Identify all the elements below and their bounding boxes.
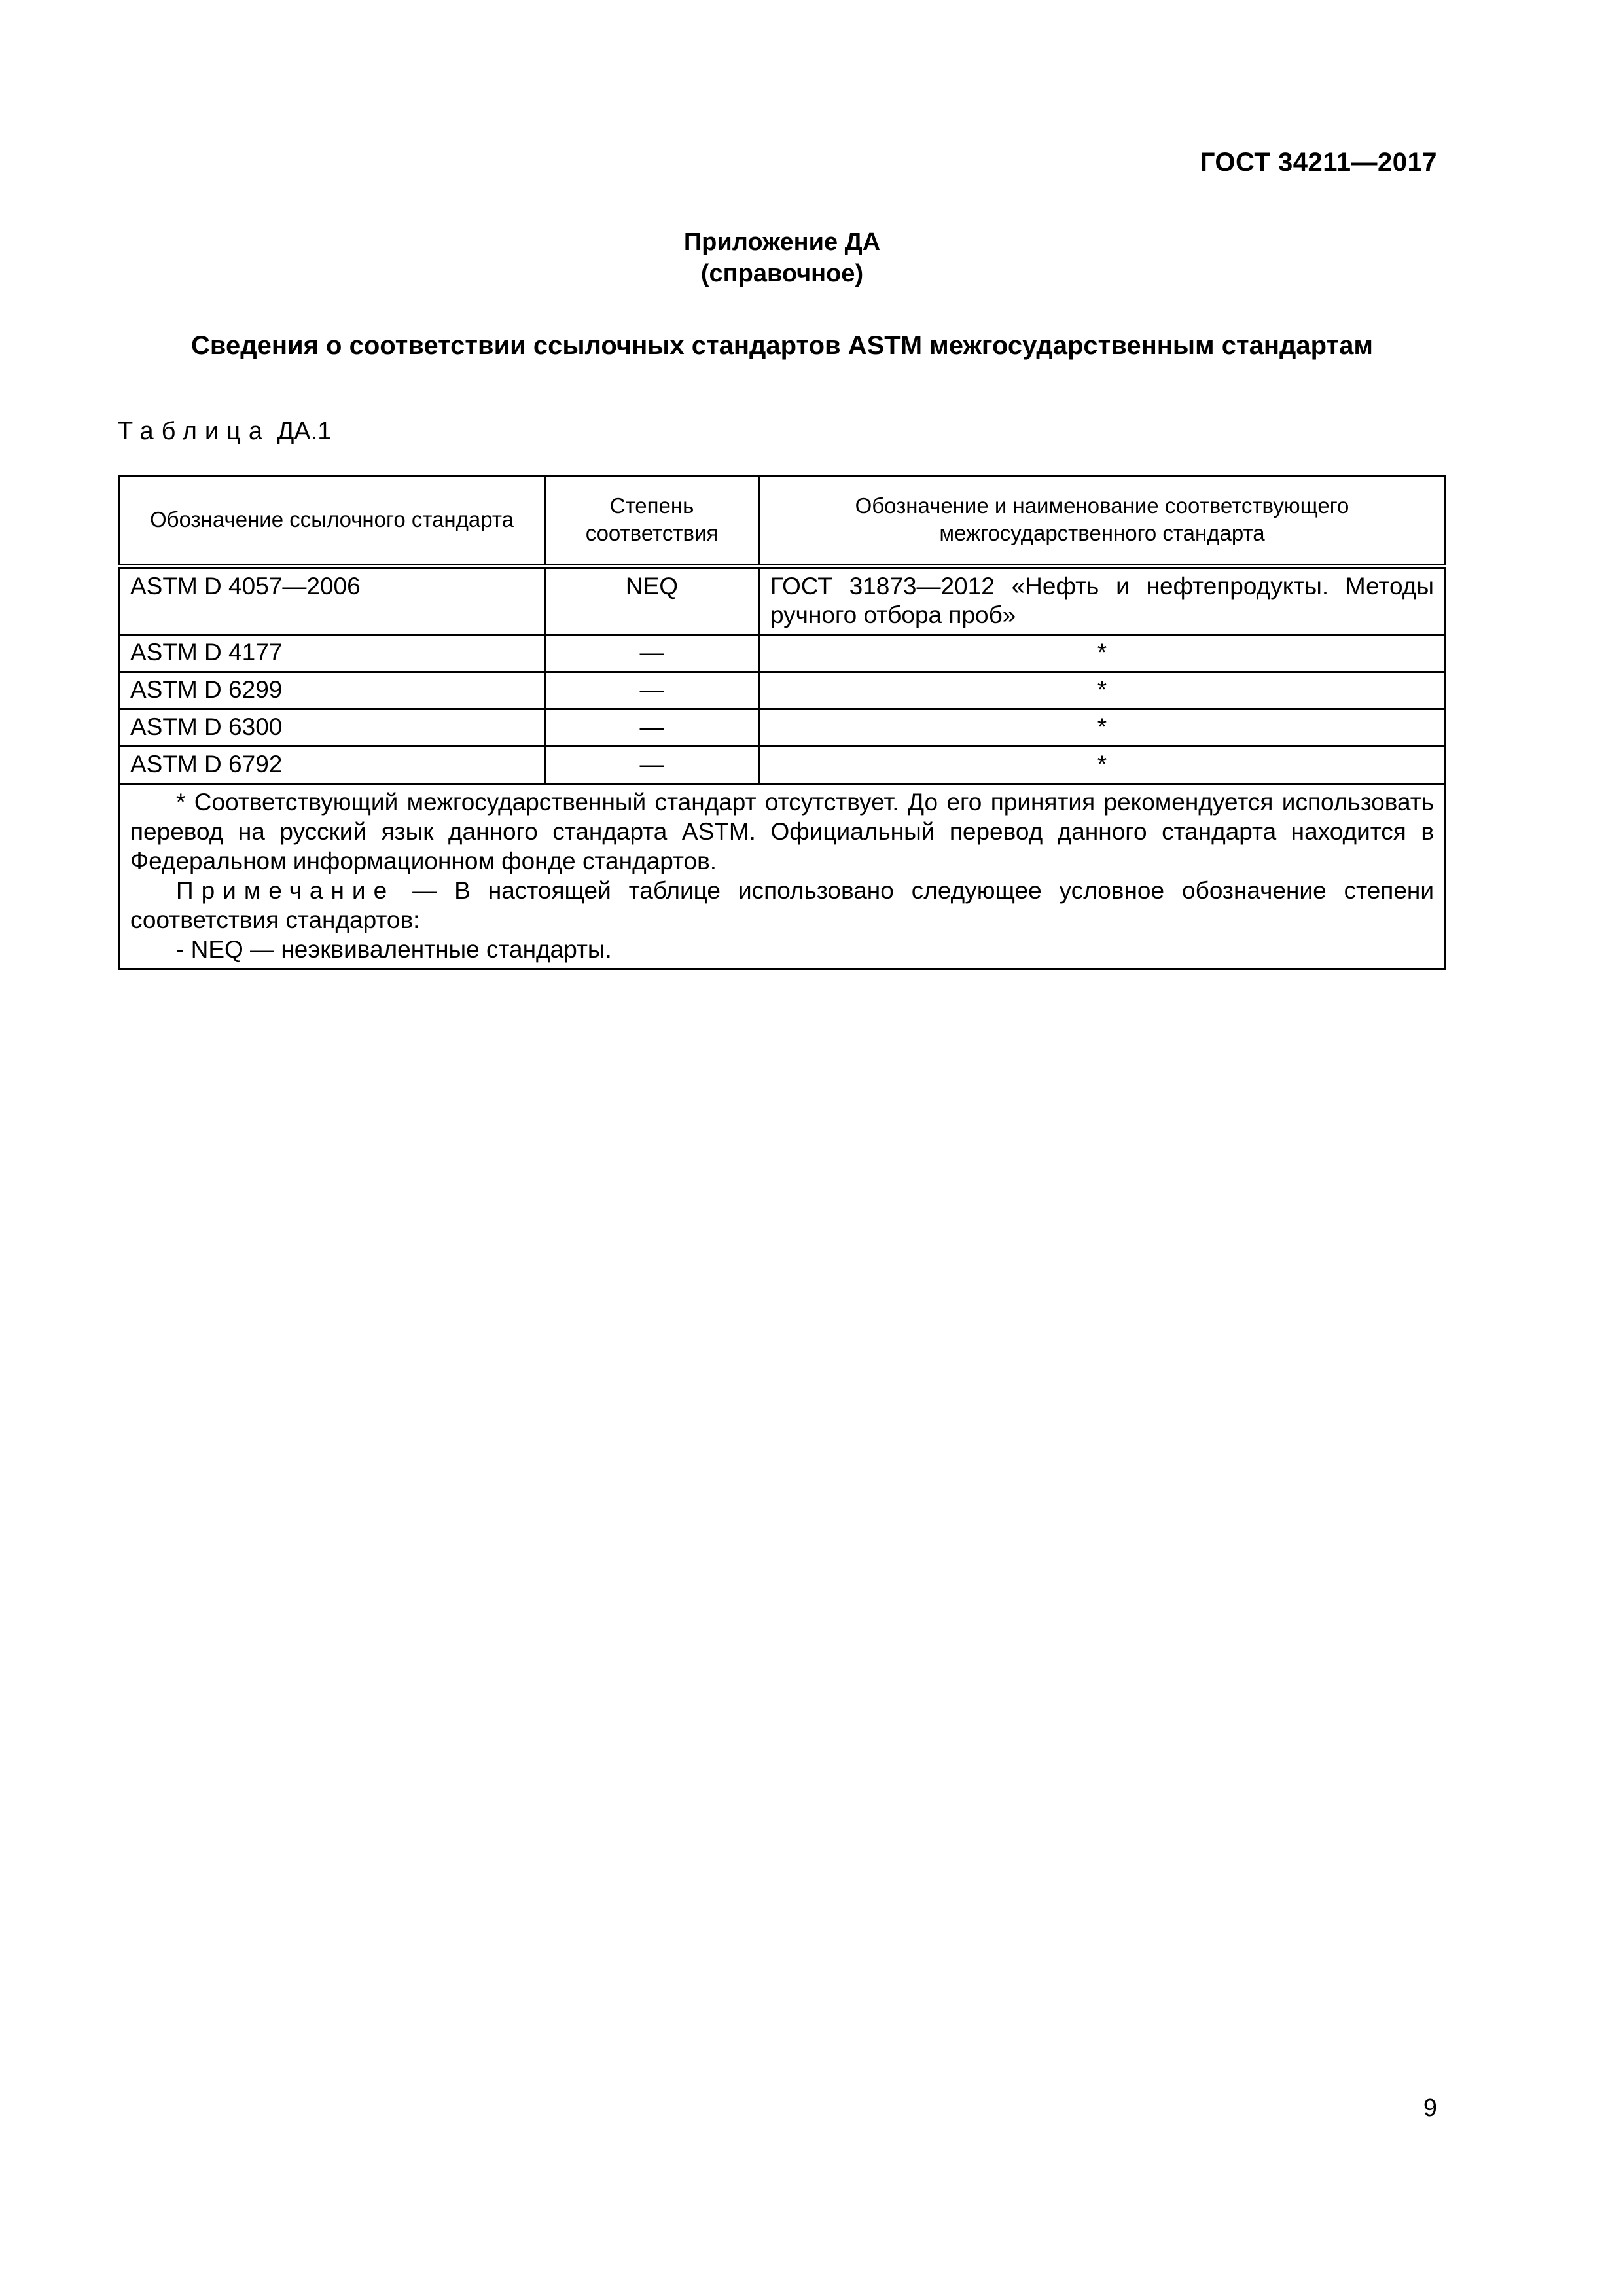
- table-caption: [118, 418, 331, 446]
- cell-reference: ASTM D 6792: [119, 747, 545, 784]
- page-number: 9: [1423, 2094, 1437, 2122]
- table-footnote-row: [119, 784, 1446, 969]
- cell-reference: ASTM D 6300: [119, 709, 545, 747]
- footnote-text: * Соответствующий межгосударственный стандарт отсутствует. До его принятия рекомендуется использовать перевод на русский язык данного стандарта ASTM. Официальный перевод данного стандарта находится в Федеральном информационном фонде стандартов.: [130, 789, 1434, 874]
- section-title: Сведения о соответствии ссылочных стандартов ASTM межгосударственным стандартам: [191, 331, 1373, 360]
- note-label: Примечание: [176, 877, 395, 904]
- appendix-subtitle: (справочное): [700, 260, 864, 287]
- note-text: — В настоящей таблице использовано следующее условное обозначение степени соответствия стандартов:: [130, 877, 1434, 933]
- table-row: [119, 672, 1446, 709]
- cell-national: *: [759, 747, 1446, 784]
- cell-degree: —: [545, 709, 759, 747]
- correspondence-table: [118, 475, 1446, 970]
- cell-degree: NEQ: [545, 567, 759, 635]
- cell-degree: —: [545, 635, 759, 672]
- table-header-row: [119, 476, 1446, 567]
- table-row: [119, 747, 1446, 784]
- cell-national: ГОСТ 31873—2012 «Нефть и нефтепродукты. Методы ручного отбора проб»: [759, 567, 1446, 635]
- cell-national: *: [759, 635, 1446, 672]
- note-item: - NEQ — неэквивалентные стандарты.: [176, 936, 612, 963]
- cell-reference: ASTM D 4177: [119, 635, 545, 672]
- cell-reference: ASTM D 4057—2006: [119, 567, 545, 635]
- document-code: ГОСТ 34211—2017: [1200, 148, 1437, 177]
- table-caption-label: Таблица: [118, 418, 270, 445]
- table-row: [119, 635, 1446, 672]
- table-row: [119, 567, 1446, 635]
- note-paragraph: [130, 876, 1434, 935]
- table-caption-number: ДА.1: [277, 418, 332, 445]
- cell-degree: —: [545, 747, 759, 784]
- appendix-heading: [0, 226, 1564, 289]
- header-degree: Степень соответствия: [545, 476, 759, 567]
- appendix-title: Приложение ДА: [683, 228, 881, 256]
- cell-national: *: [759, 672, 1446, 709]
- cell-degree: —: [545, 672, 759, 709]
- cell-reference: ASTM D 6299: [119, 672, 545, 709]
- table-row: [119, 709, 1446, 747]
- header-national-standard: Обозначение и наименование соответствующего межгосударственного стандарта: [759, 476, 1446, 567]
- header-reference-standard: Обозначение ссылочного стандарта: [119, 476, 545, 567]
- table-footnote-cell: [119, 784, 1446, 969]
- cell-national: *: [759, 709, 1446, 747]
